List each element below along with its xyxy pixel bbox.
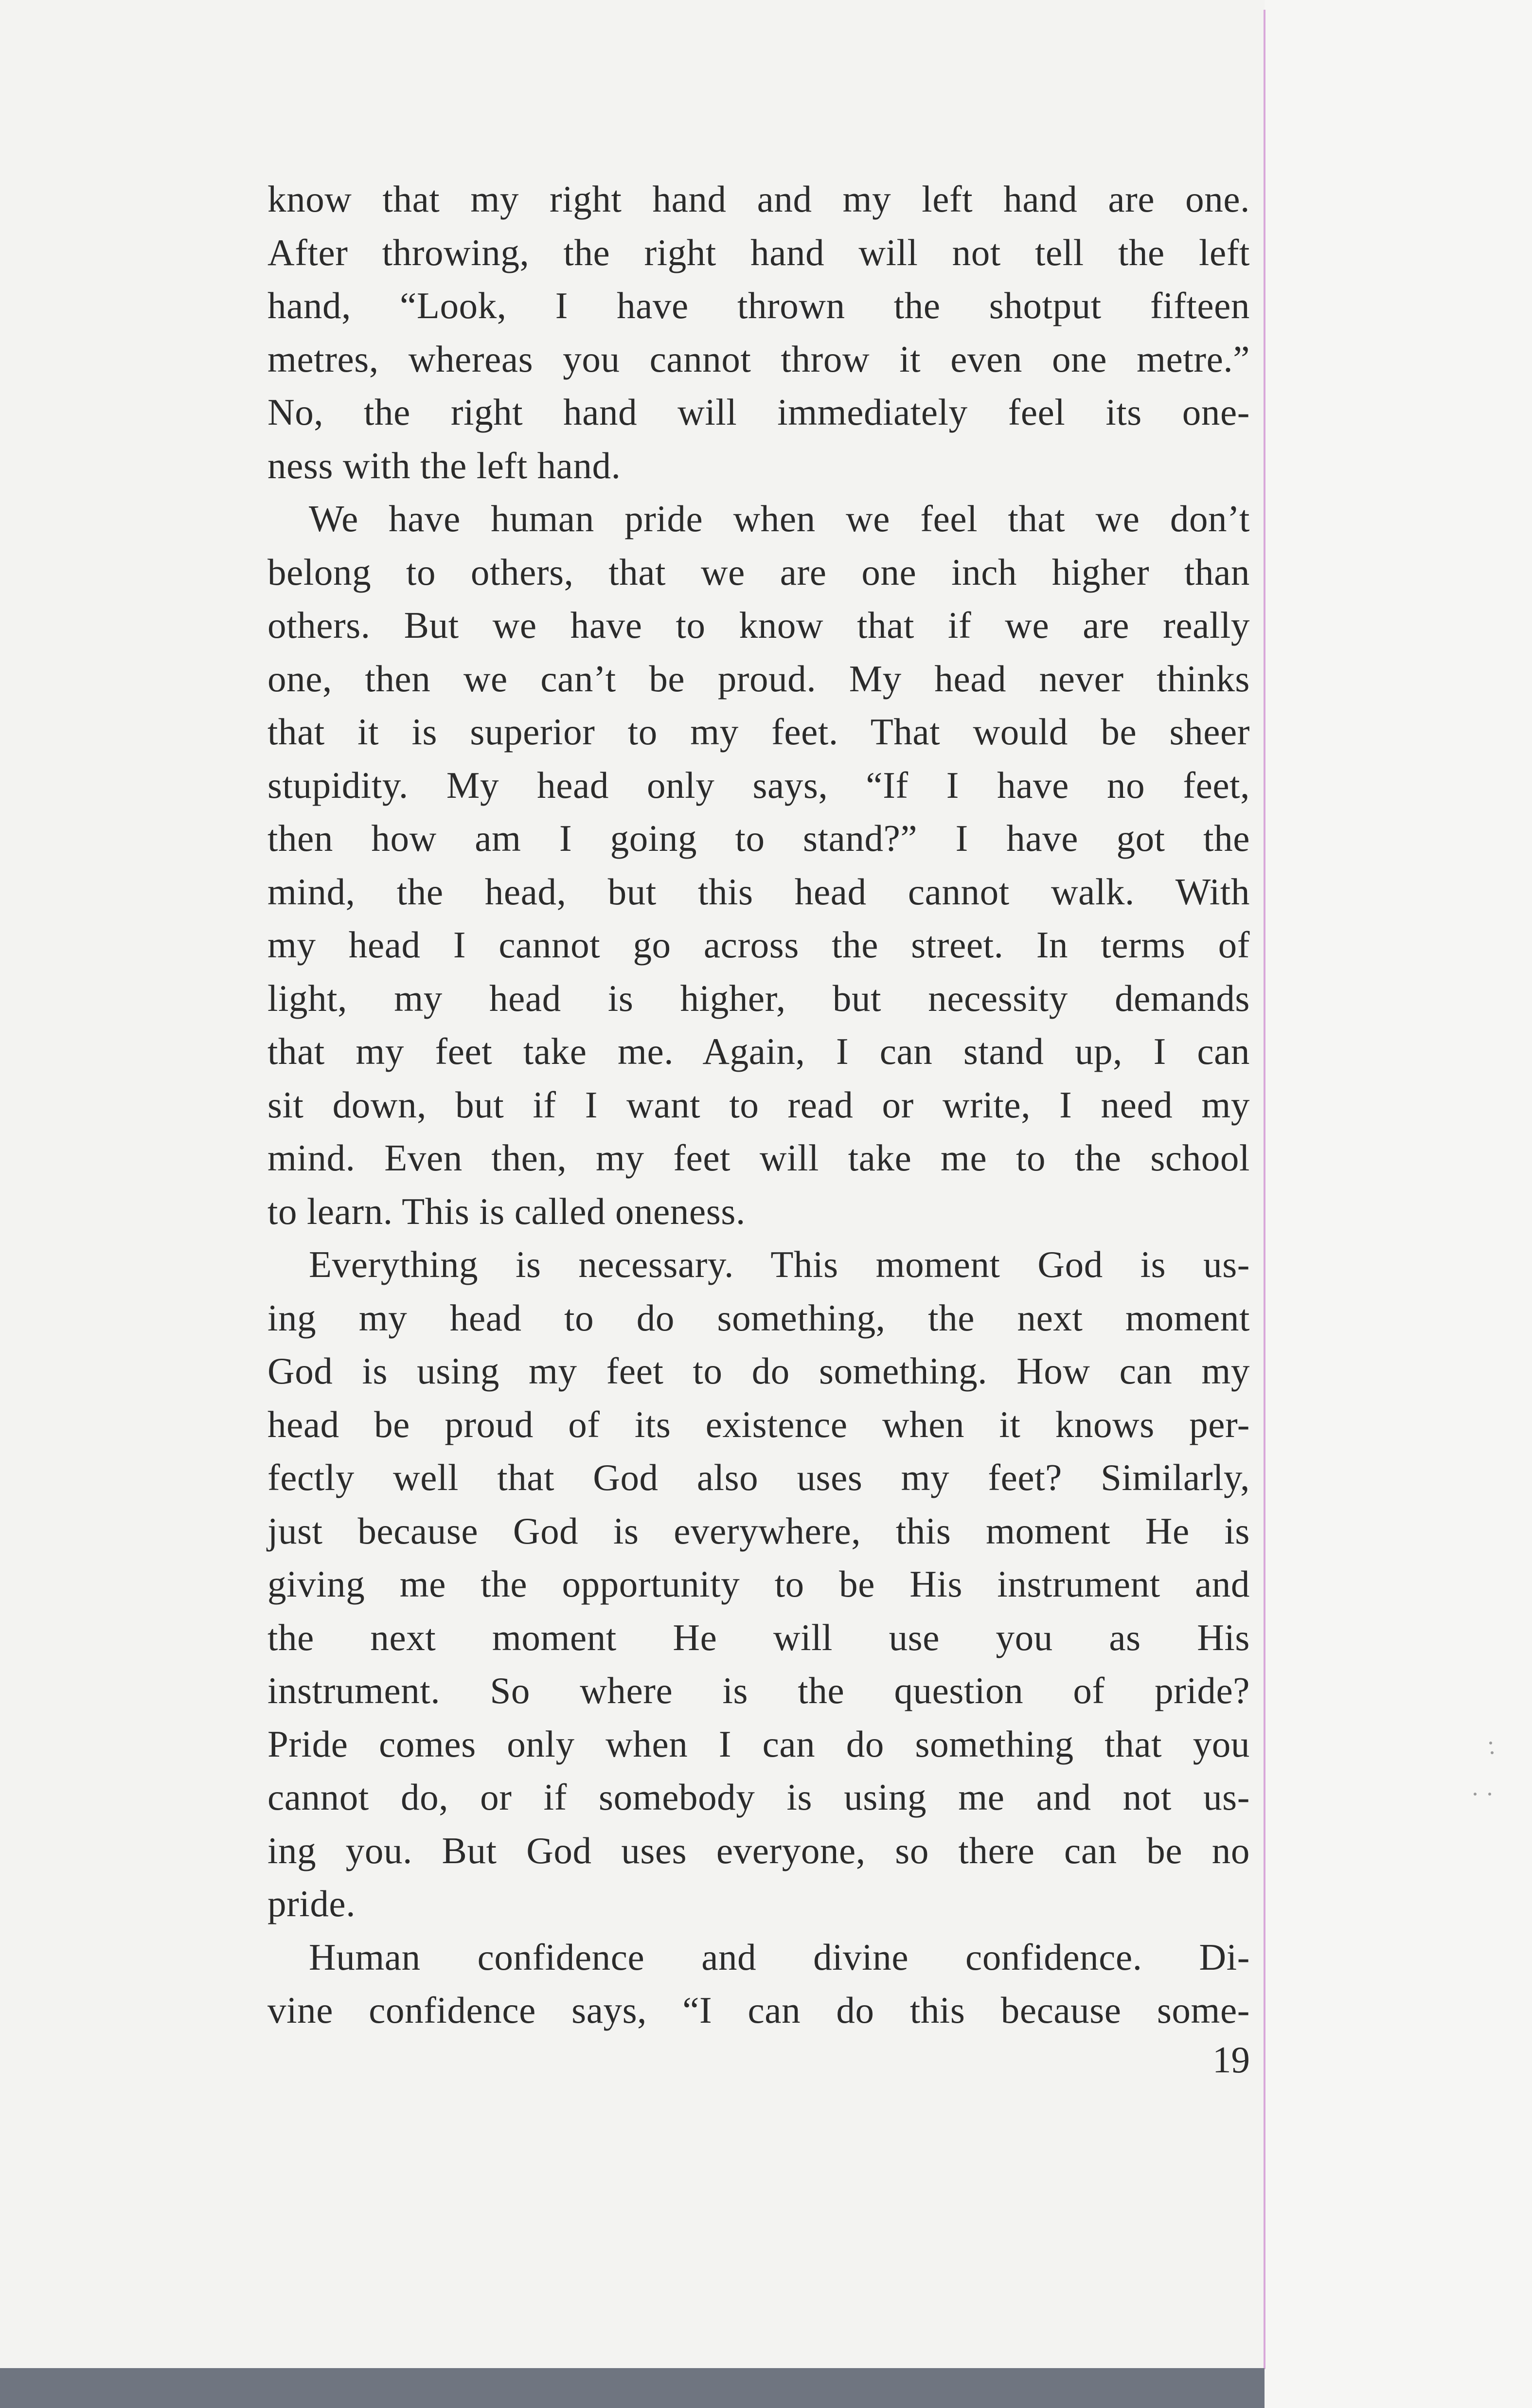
text-line: to learn. This is called oneness. — [267, 1190, 746, 1232]
text-line: Pride comes only when I can do something that you — [267, 1723, 1250, 1765]
text-line: just because God is everywhere, this moment He is — [267, 1509, 1250, 1552]
text-line: my head I cannot go across the street. In terms of — [267, 924, 1250, 966]
text-line: hand, “Look, I have thrown the shotput fifteen — [267, 285, 1250, 326]
text-line: one, then we can’t be proud. My head never thinks — [267, 657, 1250, 700]
text-line: After throwing, the right hand will not tell the left — [267, 231, 1250, 273]
text-line: the next moment He will use you as His — [267, 1616, 1250, 1658]
text-line: ness with the left hand. — [267, 444, 621, 486]
text-line: vine confidence says, “I can do this because some- — [267, 1989, 1250, 2031]
text-line: pride. — [267, 1883, 356, 1924]
text-line: Human confidence and divine confidence. Di- — [309, 1936, 1250, 1978]
text-line: instrument. So where is the question of pride? — [267, 1670, 1250, 1711]
text-line: We have human pride when we feel that we don’t — [309, 498, 1250, 539]
scan-speck — [1474, 1793, 1477, 1796]
text-line: others. But we have to know that if we are really — [267, 604, 1250, 646]
scan-speck — [1489, 1742, 1492, 1744]
text-line: light, my head is higher, but necessity demands — [267, 977, 1250, 1019]
page-edge-line — [1264, 10, 1265, 2369]
text-line: No, the right hand will immediately feel its one- — [267, 391, 1250, 433]
text-line: mind. Even then, my feet will take me to the school — [267, 1137, 1250, 1179]
text-line: fectly well that God also uses my feet? Similarly, — [267, 1456, 1250, 1498]
text-line: God is using my feet to do something. How can my — [267, 1350, 1250, 1392]
scan-bottom-edge — [0, 2368, 1265, 2408]
scan-speck — [1491, 1751, 1494, 1754]
body-text — [267, 173, 1250, 2037]
page-number: 19 — [1212, 2039, 1250, 2081]
text-line: Everything is necessary. This moment God is us- — [309, 1243, 1250, 1285]
text-line: cannot do, or if somebody is using me and not us- — [267, 1776, 1250, 1818]
text-line: ing my head to do something, the next moment — [267, 1296, 1250, 1339]
scan-right-margin — [1265, 0, 1532, 2408]
text-line: sit down, but if I want to read or write, I need my — [267, 1083, 1250, 1126]
text-line: that my feet take me. Again, I can stand up, I can — [267, 1030, 1250, 1072]
text-line: giving me the opportunity to be His instrument and — [267, 1563, 1250, 1605]
text-line: metres, whereas you cannot throw it even one metre.” — [267, 338, 1250, 380]
text-line: stupidity. My head only says, “If I have no feet, — [267, 764, 1250, 806]
text-line: belong to others, that we are one inch higher than — [267, 551, 1250, 593]
text-line: know that my right hand and my left hand are one. — [267, 178, 1250, 220]
text-line: ing you. But God uses everyone, so there can be no — [267, 1829, 1250, 1871]
text-line: mind, the head, but this head cannot walk. With — [267, 870, 1250, 913]
scan-speck — [1488, 1793, 1491, 1796]
text-line: head be proud of its existence when it knows per- — [267, 1403, 1250, 1445]
text-line: that it is superior to my feet. That would be sheer — [267, 711, 1250, 753]
text-line: then how am I going to stand?” I have got the — [267, 817, 1250, 859]
